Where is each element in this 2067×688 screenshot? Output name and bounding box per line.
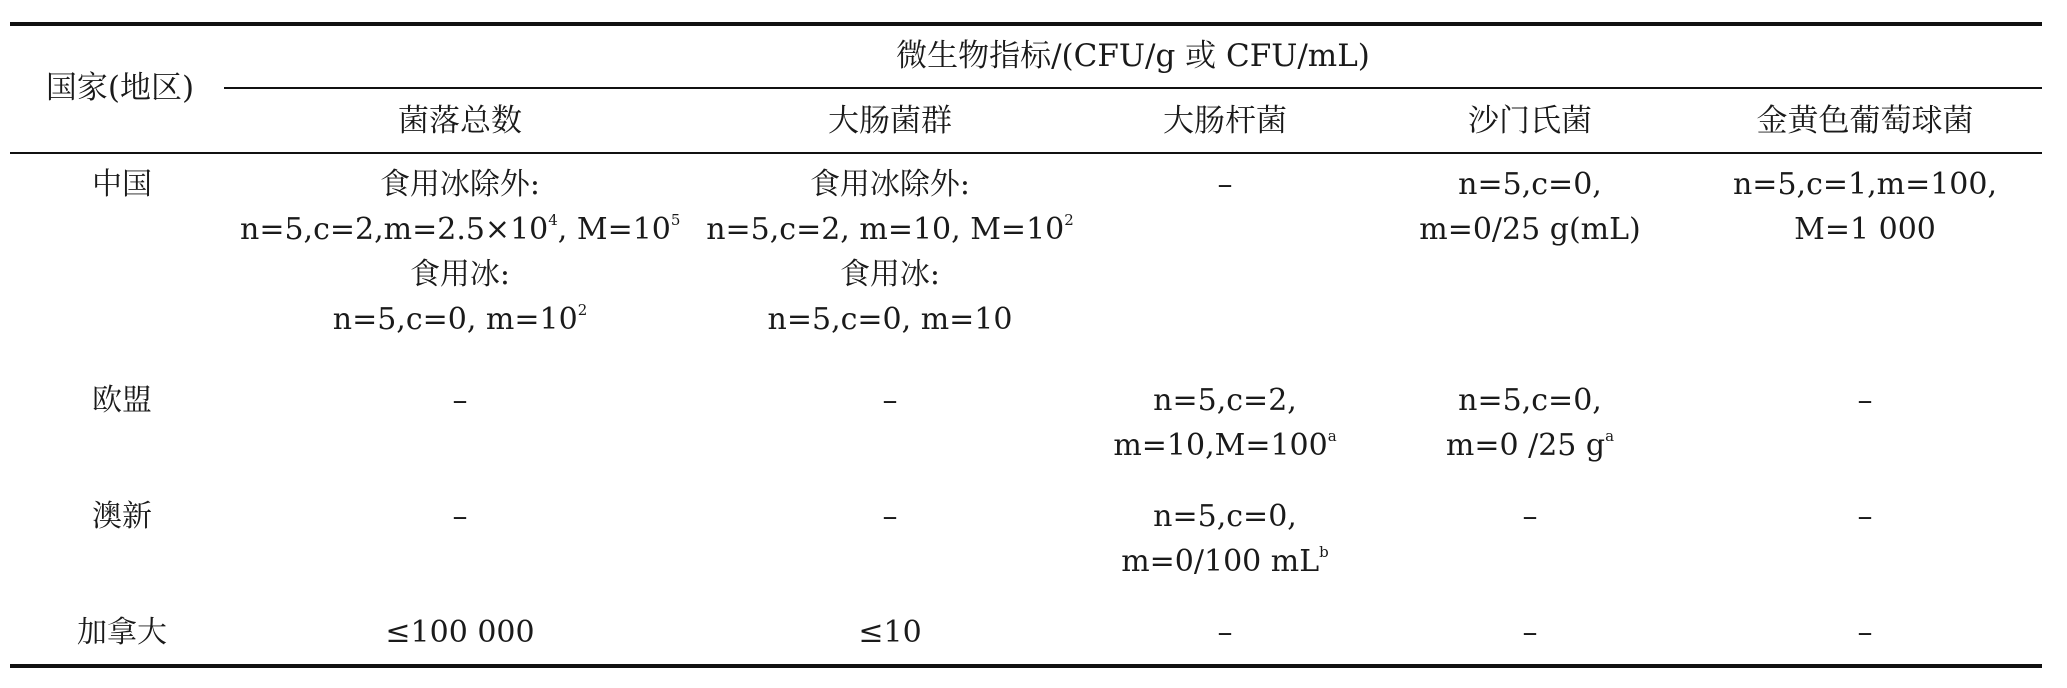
cell-line [1645,494,2067,539]
cell-text: n=5,c=2, m=10, M=10 [706,212,1065,247]
cell-text: – [882,383,898,418]
bottom-rule [10,664,2042,668]
superscript: b [1319,543,1329,561]
top-rule [10,22,2042,26]
table-cell [1645,378,2067,423]
superscript: 2 [577,301,588,319]
table-cell [240,378,680,423]
superscript: a [1327,427,1337,445]
column-header: 大肠菌群 [828,103,952,139]
row-header-label: 国家(地区) [45,70,195,106]
cell-text: – [1522,499,1538,534]
cell-text: , M=10 [557,212,671,247]
cell-text: n=5,c=2,m=2.5×10 [240,212,549,247]
country-cell: 澳新 [92,499,152,534]
cell-line [240,494,680,539]
cell-line [1645,162,2067,207]
cell-text: – [1217,167,1233,202]
cell-text: m=0 /25 g [1445,428,1606,463]
table-cell [240,494,680,539]
cell-text: n=5,c=0, m=10 [332,302,578,337]
column-header: 金黄色葡萄球菌 [1756,103,1974,139]
column-header: 沙门氏菌 [1468,103,1592,139]
cell-text: M=1 000 [1794,212,1936,247]
cell-text: – [452,383,468,418]
cell-line [240,207,680,252]
superscript: 5 [670,211,681,229]
column-header: 大肠杆菌 [1163,103,1287,139]
cell-text: – [1857,615,1873,650]
superscript: 2 [1064,211,1074,229]
cell-line [670,252,1110,297]
cell-text: – [1857,499,1873,534]
cell-text: n=5,c=0, m=10 [767,302,1013,337]
country-cell: 中国 [92,167,152,202]
cell-text: 食用冰: [839,257,941,292]
table-cell [240,162,680,342]
cell-text: – [1217,615,1233,650]
table-cell [1645,610,2067,655]
cell-line [240,162,680,207]
cell-line [1005,539,1445,584]
cell-text: m=0/100 mL [1121,544,1320,579]
cell-line [670,207,1110,252]
cell-text: ≤10 [858,615,922,650]
superscript: 4 [548,211,558,229]
cell-text: m=10,M=100 [1113,428,1328,463]
cell-text: – [1522,615,1538,650]
cell-text: ≤100 000 [385,615,535,650]
table-cell [1645,162,2067,252]
country-cell: 加拿大 [77,615,167,650]
cell-line [1645,610,2067,655]
cell-text: 食用冰: [409,257,511,292]
table-cell [1645,494,2067,539]
cell-line [240,378,680,423]
cell-text: – [1857,383,1873,418]
cell-text: n=5,c=1,m=100, [1732,167,1998,202]
cell-text: – [882,499,898,534]
group-header: 微生物指标/(CFU/g 或 CFU/mL) [896,38,1370,74]
cell-text: 食用冰除外: [379,167,541,202]
cell-text: n=5,c=0, [1153,499,1297,534]
cell-text: n=5,c=0, [1458,383,1602,418]
cell-line [1645,207,2067,252]
cell-text: 食用冰除外: [809,167,971,202]
cell-line [240,297,680,342]
cell-text: n=5,c=0, [1458,167,1602,202]
cell-line [240,252,680,297]
cell-line [1645,378,2067,423]
cell-line [670,297,1110,342]
table-cell [240,610,680,655]
cell-line [240,610,680,655]
cell-line [1310,423,1750,468]
cell-text: – [452,499,468,534]
header-rule [10,152,2042,154]
country-cell: 欧盟 [92,383,152,418]
superscript: a [1605,427,1615,445]
cell-text: n=5,c=2, [1153,383,1297,418]
column-header: 菌落总数 [398,103,522,139]
cell-text: m=0/25 g(mL) [1419,212,1641,247]
group-underline [224,87,2042,89]
